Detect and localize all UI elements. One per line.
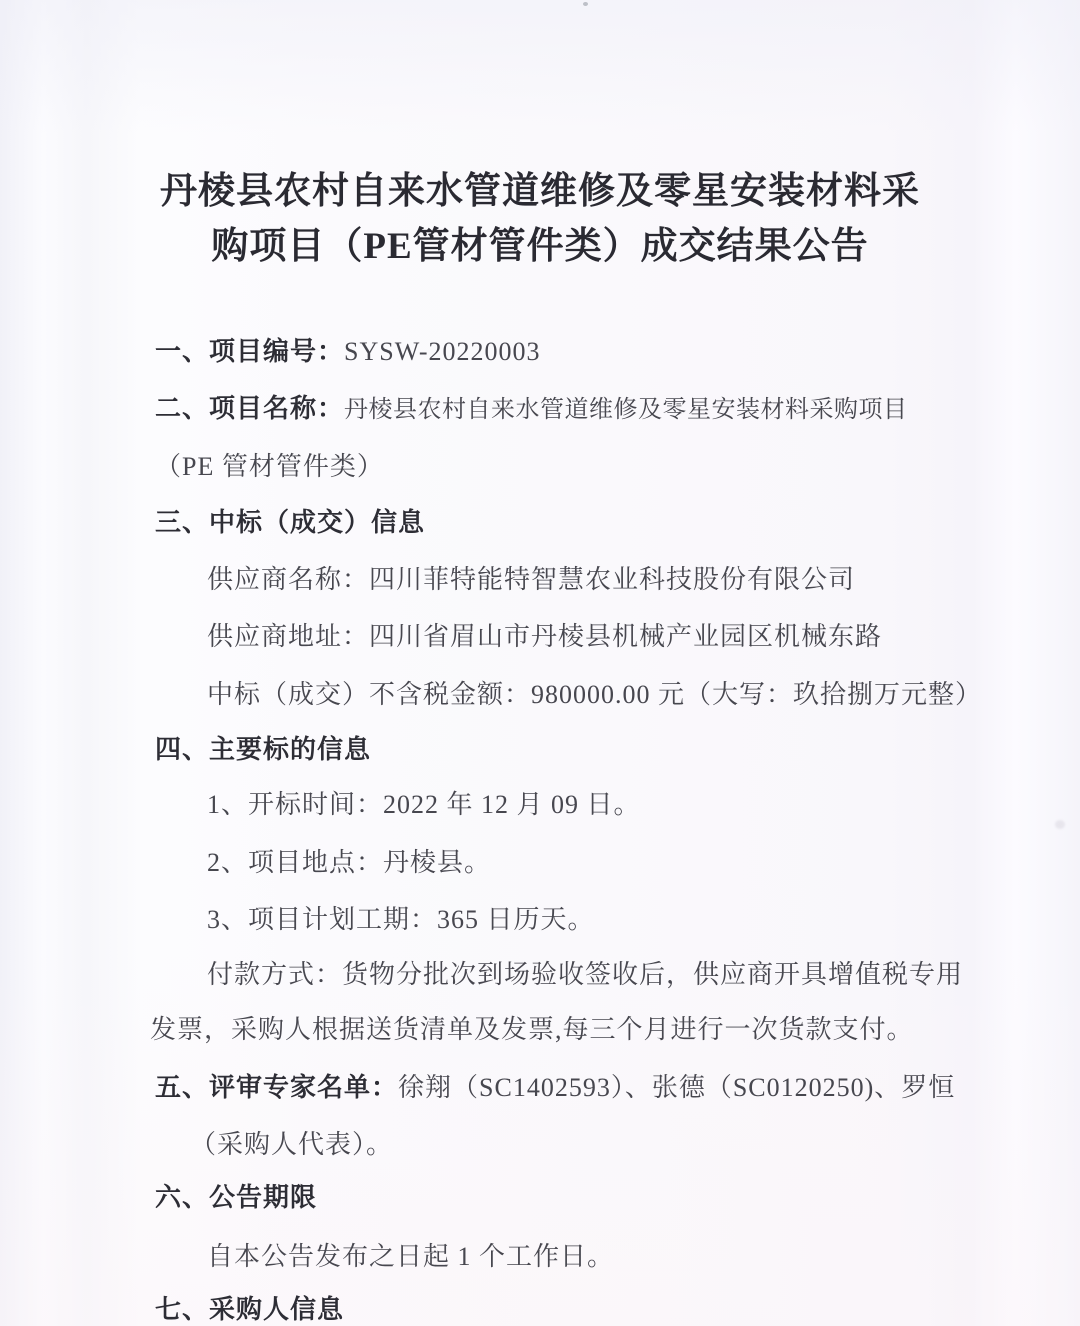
experts-label: 五、评审专家名单：: [155, 1072, 399, 1102]
project-number-value: SYSW-20220003: [344, 337, 541, 366]
experts-value: 徐翔（SC1402593）、张德（SC0120250)、罗恒: [398, 1073, 956, 1102]
document-title-line2: 购项目（PE管材管件类）成交结果公告: [211, 226, 869, 267]
project-name-continuation: （PE 管材管件类）: [155, 452, 384, 481]
section-project-name: [155, 388, 908, 425]
payment-terms-line1: 付款方式：货物分批次到场验收签收后，供应商开具增值税专用: [207, 960, 964, 989]
section-experts: [155, 1067, 955, 1104]
bid-opening-time-line: 1、开标时间：2022 年 12 月 09 日。: [207, 790, 641, 819]
section-main-subject-heading: 四、主要标的信息: [155, 734, 372, 764]
project-duration-line: 3、项目计划工期：365 日历天。: [207, 905, 595, 934]
section-announcement-period-heading: 六、公告期限: [155, 1182, 318, 1212]
section-purchaser-info-heading: 七、采购人信息: [155, 1294, 345, 1324]
document-title-line1: 丹棱县农村自来水管道维修及零星安装材料采: [160, 171, 920, 212]
award-amount-line: 中标（成交）不含税金额：980000.00 元（大写：玖拾捌万元整）: [207, 680, 983, 709]
payment-terms-line2: 发票，采购人根据送货清单及发票,每三个月进行一次货款支付。: [150, 1015, 914, 1044]
scan-artifact-dot: [583, 2, 588, 6]
section-award-info-heading: 三、中标（成交）信息: [155, 507, 426, 537]
section-project-number: [155, 331, 540, 368]
announcement-period-body: 自本公告发布之日起 1 个工作日。: [207, 1242, 615, 1271]
project-name-value: 丹棱县农村自来水管道维修及零星安装材料采购项目: [344, 397, 908, 423]
project-name-label: 二、项目名称：: [155, 393, 345, 423]
project-number-label: 一、项目编号：: [155, 336, 345, 366]
experts-continuation: （采购人代表）。: [190, 1130, 394, 1159]
supplier-address-line: 供应商地址：四川省眉山市丹棱县机械产业园区机械东路: [207, 622, 883, 651]
scan-smudge: [1055, 820, 1065, 829]
project-location-line: 2、项目地点：丹棱县。: [207, 848, 492, 877]
supplier-name-line: 供应商名称：四川菲特能特智慧农业科技股份有限公司: [207, 565, 856, 594]
